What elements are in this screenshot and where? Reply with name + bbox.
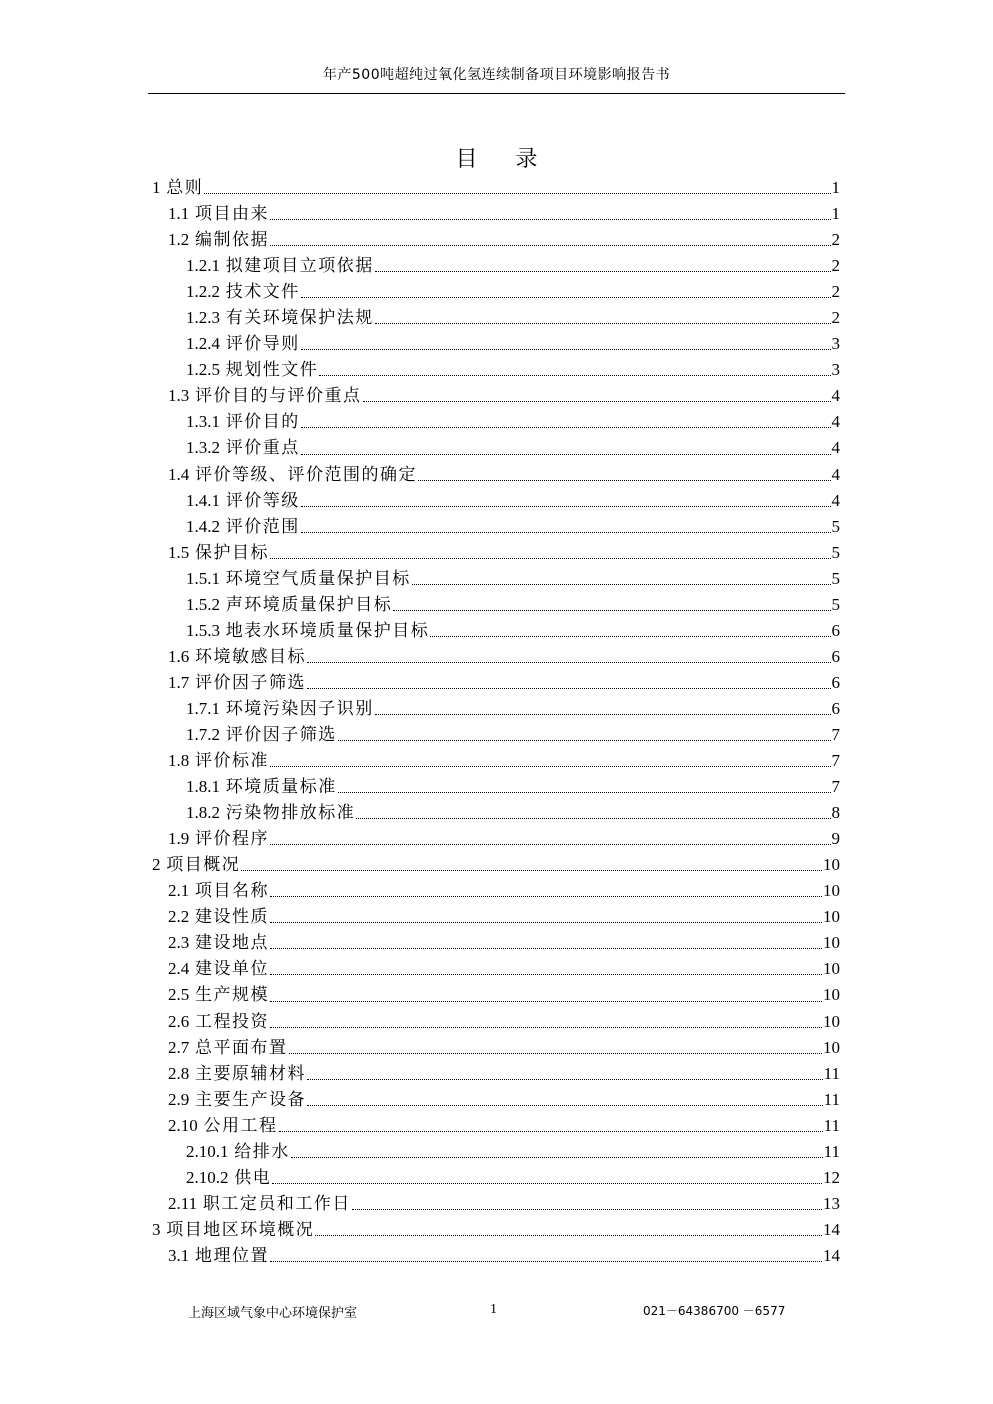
- toc-entry-label: [186, 357, 318, 383]
- toc-entry-label: [168, 1191, 351, 1217]
- toc-entry[interactable]: [148, 644, 840, 670]
- running-header-title: 年产500吨超纯过氧化氢连续制备项目环境影响报告书: [322, 67, 671, 83]
- toc-entry-number: 3.1: [168, 1245, 190, 1265]
- toc-dot-leader: [375, 271, 831, 272]
- toc-entry-text: 公用工程: [203, 1115, 278, 1135]
- toc-entry[interactable]: [148, 1061, 840, 1087]
- toc-entry-text: 评价标准: [195, 751, 269, 771]
- toc-entry-page: 2: [831, 308, 840, 328]
- toc-entry-page: 10: [823, 933, 840, 953]
- toc-entry-label: [152, 852, 240, 878]
- toc-entry[interactable]: [148, 826, 840, 852]
- toc-entry-label: [168, 748, 269, 774]
- toc-entry-number: 2.11: [168, 1193, 198, 1213]
- toc-entry-label: [186, 331, 300, 357]
- toc-dot-leader: [270, 948, 822, 949]
- toc-entry-text: 建设地点: [195, 933, 269, 953]
- toc-entry[interactable]: [148, 253, 840, 279]
- toc-entry[interactable]: [148, 227, 840, 253]
- toc-entry-text: 项目概况: [166, 855, 241, 875]
- toc-entry-page: 6: [831, 620, 840, 640]
- toc-entry-number: 1.5.1: [186, 568, 220, 588]
- toc-entry-page: 11: [823, 1115, 840, 1135]
- toc-entry-page: 10: [823, 959, 840, 979]
- toc-dot-leader: [307, 1105, 823, 1106]
- toc-entry-page: 7: [831, 724, 840, 744]
- toc-entry-text: 项目地区环境概况: [166, 1219, 315, 1239]
- toc-entry-page: 5: [831, 516, 840, 536]
- toc-title: [148, 142, 845, 173]
- toc-entry-text: 污染物排放标准: [225, 803, 356, 823]
- toc-entry-number: 1.8.2: [186, 803, 220, 823]
- toc-entry-number: 1.5.3: [186, 620, 220, 640]
- toc-entry-label: [168, 227, 269, 253]
- toc-entry[interactable]: [148, 1035, 840, 1061]
- toc-entry-page: 12: [823, 1167, 840, 1187]
- toc-dot-leader: [363, 401, 831, 402]
- toc-entry-text: 保护目标: [195, 542, 269, 562]
- toc-entry[interactable]: [148, 488, 840, 514]
- toc-dot-leader: [270, 1261, 822, 1262]
- toc-entry-label: [168, 826, 269, 852]
- toc-entry-number: 1.1: [168, 204, 190, 224]
- toc-entry-page: 10: [823, 1037, 840, 1057]
- toc-entry[interactable]: [148, 566, 840, 592]
- toc-entry-page: 4: [831, 438, 840, 458]
- toc-entry[interactable]: [148, 930, 840, 956]
- toc-entry[interactable]: [148, 305, 840, 331]
- toc-entry[interactable]: [148, 774, 840, 800]
- toc-entry-number: 1.8: [168, 751, 190, 771]
- toc-dot-leader: [270, 896, 822, 897]
- toc-entry-label: [186, 488, 300, 514]
- toc-dot-leader: [301, 454, 831, 455]
- toc-entry-number: 2: [152, 855, 161, 875]
- toc-entry[interactable]: [148, 800, 840, 826]
- toc-entry-text: 评价目的: [225, 412, 300, 432]
- toc-entry-page: 9: [831, 829, 840, 849]
- toc-entry[interactable]: [148, 514, 840, 540]
- toc-entry-label: [168, 1009, 269, 1035]
- toc-entry-label: [168, 904, 269, 930]
- table-of-contents: [148, 175, 840, 1269]
- toc-entry-label: [168, 930, 269, 956]
- toc-entry[interactable]: [148, 357, 840, 383]
- toc-entry-number: 1.2.1: [186, 256, 220, 276]
- toc-dot-leader: [301, 297, 831, 298]
- toc-entry[interactable]: [148, 1087, 840, 1113]
- toc-dot-leader: [270, 922, 822, 923]
- toc-entry-number: 2.3: [168, 933, 190, 953]
- toc-entry-text: 总平面布置: [195, 1037, 288, 1057]
- toc-entry-number: 1.5.2: [186, 594, 220, 614]
- toc-entry-number: 1.7: [168, 672, 190, 692]
- toc-entry[interactable]: [148, 852, 840, 878]
- toc-entry-page: 6: [831, 646, 840, 666]
- toc-entry-text: 环境质量标准: [225, 777, 337, 797]
- toc-entry-text: 评价因子筛选: [225, 724, 337, 744]
- toc-entry[interactable]: [148, 878, 840, 904]
- toc-entry[interactable]: [148, 1113, 840, 1139]
- toc-entry-label: [168, 383, 362, 409]
- toc-entry-label: [168, 1035, 288, 1061]
- toc-entry-page: 10: [823, 985, 840, 1005]
- toc-entry-label: [168, 462, 417, 488]
- toc-entry-label: [168, 201, 269, 227]
- toc-dot-leader: [315, 1235, 822, 1236]
- toc-dot-leader: [418, 480, 831, 481]
- toc-entry-label: [168, 1113, 278, 1139]
- toc-entry-label: [168, 956, 269, 982]
- toc-entry-page: 5: [831, 594, 840, 614]
- toc-entry-number: 1.9: [168, 829, 190, 849]
- toc-entry-page: 3: [831, 334, 840, 354]
- toc-entry-page: 4: [831, 464, 840, 484]
- toc-entry-text: 规划性文件: [225, 360, 319, 380]
- toc-entry-label: [168, 1061, 306, 1087]
- toc-entry-label: [168, 670, 306, 696]
- toc-entry-text: 建设单位: [195, 959, 269, 979]
- toc-entry-number: 2.10.1: [186, 1141, 229, 1161]
- toc-entry-number: 1.4.2: [186, 516, 220, 536]
- toc-entry-number: 1.2.5: [186, 360, 220, 380]
- toc-entry-text: 评价范围: [225, 516, 300, 536]
- toc-entry-text: 环境空气质量保护目标: [225, 568, 411, 588]
- toc-entry-text: 主要原辅材料: [195, 1063, 306, 1083]
- toc-entry-number: 1.8.1: [186, 777, 220, 797]
- toc-entry-page: 13: [823, 1193, 840, 1213]
- toc-entry-text: 编制依据: [195, 230, 269, 250]
- toc-entry[interactable]: [148, 1009, 840, 1035]
- toc-entry-label: [186, 774, 337, 800]
- toc-entry-label: [186, 1139, 290, 1165]
- toc-entry-number: 1.2: [168, 230, 190, 250]
- toc-entry[interactable]: [148, 201, 840, 227]
- toc-entry-text: 评价因子筛选: [195, 672, 306, 692]
- toc-entry-page: 10: [823, 855, 840, 875]
- toc-dot-leader: [307, 662, 831, 663]
- toc-dot-leader: [291, 1157, 823, 1158]
- toc-dot-leader: [412, 584, 831, 585]
- toc-dot-leader: [319, 375, 830, 376]
- toc-entry-number: 1.4.1: [186, 490, 220, 510]
- toc-dot-leader: [270, 558, 831, 559]
- toc-entry[interactable]: [148, 462, 840, 488]
- toc-dot-leader: [270, 844, 831, 845]
- toc-entry-number: 2.9: [168, 1089, 190, 1109]
- toc-entry[interactable]: [148, 904, 840, 930]
- toc-entry[interactable]: [148, 982, 840, 1008]
- toc-entry-text: 评价等级: [225, 490, 300, 510]
- toc-entry-text: 评价目的与评价重点: [195, 386, 362, 406]
- toc-entry-label: [168, 540, 269, 566]
- toc-title-char-1: 目: [455, 146, 478, 171]
- toc-entry-label: [186, 696, 374, 722]
- footer-phone: 021－64386700 －6577: [643, 1304, 786, 1318]
- toc-entry-text: 生产规模: [195, 985, 269, 1005]
- toc-entry-label: [186, 435, 300, 461]
- footer-organization: 上海区域气象中心环境保护室: [188, 1306, 358, 1321]
- toc-entry-number: 1.6: [168, 646, 190, 666]
- toc-entry-text: 评价导则: [225, 334, 300, 354]
- toc-entry[interactable]: [148, 956, 840, 982]
- toc-dot-leader: [301, 506, 831, 507]
- toc-dot-leader: [270, 974, 822, 975]
- toc-entry-label: [186, 279, 300, 305]
- toc-dot-leader: [241, 870, 822, 871]
- toc-dot-leader: [430, 636, 830, 637]
- toc-entry-number: 2.7: [168, 1037, 190, 1057]
- toc-dot-leader: [393, 610, 830, 611]
- toc-entry-label: [186, 618, 429, 644]
- toc-entry-page: 10: [823, 881, 840, 901]
- toc-entry-label: [186, 305, 374, 331]
- toc-dot-leader: [289, 1053, 823, 1054]
- toc-entry-text: 地表水环境质量保护目标: [225, 620, 430, 640]
- toc-dot-leader: [270, 219, 831, 220]
- toc-dot-leader: [301, 532, 831, 533]
- toc-entry[interactable]: [148, 279, 840, 305]
- toc-entry-label: [186, 253, 374, 279]
- toc-entry-label: [186, 1165, 271, 1191]
- toc-entry-text: 建设性质: [195, 907, 269, 927]
- toc-dot-leader: [375, 323, 831, 324]
- toc-dot-leader: [375, 714, 831, 715]
- toc-entry-page: 2: [831, 230, 840, 250]
- toc-entry[interactable]: [148, 592, 840, 618]
- toc-entry-text: 供电: [234, 1167, 272, 1187]
- toc-entry-page: 11: [823, 1141, 840, 1161]
- toc-entry-text: 评价程序: [195, 829, 269, 849]
- toc-dot-leader: [338, 740, 831, 741]
- toc-entry-number: 2.6: [168, 1011, 190, 1031]
- toc-entry-number: 1: [152, 178, 161, 197]
- toc-entry-page: 1: [831, 204, 840, 224]
- toc-entry-page: 6: [831, 698, 840, 718]
- toc-entry-page: 8: [831, 803, 840, 823]
- toc-entry-text: 有关环境保护法规: [225, 308, 374, 328]
- toc-entry-label: [152, 175, 203, 201]
- toc-entry-text: 总则: [166, 178, 204, 197]
- page-footer: [0, 1302, 993, 1322]
- toc-entry-text: 声环境质量保护目标: [225, 594, 393, 614]
- toc-entry-page: 14: [823, 1219, 840, 1239]
- toc-entry[interactable]: [148, 409, 840, 435]
- toc-entry-page: 3: [831, 360, 840, 380]
- toc-entry[interactable]: [148, 175, 840, 201]
- toc-entry-page: 5: [831, 568, 840, 588]
- toc-entry-number: 3: [152, 1219, 161, 1239]
- toc-entry-text: 评价重点: [225, 438, 300, 458]
- toc-entry-number: 2.1: [168, 881, 190, 901]
- toc-entry[interactable]: [148, 1139, 840, 1165]
- toc-entry-text: 工程投资: [195, 1011, 269, 1031]
- toc-dot-leader: [270, 1027, 822, 1028]
- toc-entry-label: [152, 1217, 314, 1243]
- toc-entry-text: 环境污染因子识别: [225, 698, 374, 718]
- toc-dot-leader: [279, 1131, 823, 1132]
- toc-entry-label: [186, 722, 337, 748]
- toc-entry-number: 2.4: [168, 959, 190, 979]
- toc-entry-number: 2.10.2: [186, 1167, 229, 1187]
- toc-entry[interactable]: [148, 383, 840, 409]
- toc-entry-label: [186, 514, 300, 540]
- toc-entry-page: 2: [831, 282, 840, 302]
- toc-entry[interactable]: [148, 435, 840, 461]
- toc-entry[interactable]: [148, 618, 840, 644]
- toc-entry[interactable]: [148, 540, 840, 566]
- toc-entry-number: 1.5: [168, 542, 190, 562]
- toc-entry[interactable]: [148, 1243, 840, 1269]
- toc-entry[interactable]: [148, 331, 840, 357]
- toc-entry-number: 1.3: [168, 386, 190, 406]
- toc-entry[interactable]: [148, 748, 840, 774]
- toc-entry-text: 主要生产设备: [195, 1089, 306, 1109]
- toc-dot-leader: [352, 1209, 822, 1210]
- toc-entry[interactable]: [148, 696, 840, 722]
- toc-entry-page: 11: [823, 1063, 840, 1083]
- toc-entry-label: [168, 878, 269, 904]
- toc-entry-text: 项目名称: [195, 881, 269, 901]
- toc-entry-number: 1.4: [168, 464, 190, 484]
- toc-entry-number: 1.3.2: [186, 438, 220, 458]
- toc-dot-leader: [270, 766, 831, 767]
- toc-entry-label: [186, 566, 411, 592]
- toc-dot-leader: [272, 1183, 822, 1184]
- toc-entry-page: 14: [823, 1245, 840, 1265]
- toc-entry-text: 环境敏感目标: [195, 646, 306, 666]
- toc-dot-leader: [338, 792, 831, 793]
- toc-dot-leader: [307, 1079, 823, 1080]
- toc-dot-leader: [204, 193, 830, 194]
- toc-entry-page: 7: [831, 751, 840, 771]
- toc-entry-label: [168, 1243, 269, 1269]
- toc-entry-page: 7: [831, 777, 840, 797]
- toc-entry-page: 1: [831, 178, 840, 197]
- toc-entry[interactable]: [148, 1191, 840, 1217]
- toc-entry-label: [186, 800, 355, 826]
- toc-entry-text: 给排水: [234, 1141, 290, 1161]
- toc-entry[interactable]: [148, 722, 840, 748]
- toc-entry-page: 4: [831, 412, 840, 432]
- toc-entry-number: 2.5: [168, 985, 190, 1005]
- toc-entry-page: 10: [823, 907, 840, 927]
- toc-title-char-2: 录: [515, 146, 538, 171]
- toc-entry-text: 地理位置: [195, 1245, 269, 1265]
- toc-entry[interactable]: [148, 670, 840, 696]
- footer-page-number: 1: [490, 1302, 497, 1317]
- toc-entry-number: 2.10: [168, 1115, 198, 1135]
- toc-entry-number: 1.2.4: [186, 334, 220, 354]
- toc-entry-page: 4: [831, 386, 840, 406]
- toc-entry-number: 1.7.2: [186, 724, 220, 744]
- toc-entry-text: 项目由来: [195, 204, 269, 224]
- toc-dot-leader: [270, 245, 831, 246]
- toc-dot-leader: [301, 349, 831, 350]
- toc-entry-label: [168, 982, 269, 1008]
- toc-entry-label: [168, 644, 306, 670]
- toc-entry-page: 4: [831, 490, 840, 510]
- toc-entry-text: 技术文件: [225, 282, 300, 302]
- toc-entry[interactable]: [148, 1165, 840, 1191]
- toc-entry-text: 拟建项目立项依据: [225, 256, 374, 276]
- toc-entry-page: 11: [823, 1089, 840, 1109]
- toc-entry-page: 5: [831, 542, 840, 562]
- toc-entry[interactable]: [148, 1217, 840, 1243]
- toc-dot-leader: [301, 427, 831, 428]
- toc-entry-number: 2.2: [168, 907, 190, 927]
- toc-entry-label: [186, 592, 392, 618]
- header-divider: [148, 93, 845, 94]
- toc-dot-leader: [270, 1001, 822, 1002]
- toc-entry-text: 职工定员和工作日: [202, 1193, 351, 1213]
- toc-entry-number: 1.2.2: [186, 282, 220, 302]
- toc-dot-leader: [356, 818, 830, 819]
- toc-entry-page: 6: [831, 672, 840, 692]
- toc-entry-label: [186, 409, 300, 435]
- toc-entry-page: 2: [831, 256, 840, 276]
- toc-entry-number: 2.8: [168, 1063, 190, 1083]
- toc-entry-number: 1.2.3: [186, 308, 220, 328]
- toc-entry-page: 10: [823, 1011, 840, 1031]
- toc-entry-text: 评价等级、评价范围的确定: [195, 464, 417, 484]
- toc-entry-number: 1.3.1: [186, 412, 220, 432]
- toc-entry-label: [168, 1087, 306, 1113]
- toc-dot-leader: [307, 688, 831, 689]
- toc-entry-number: 1.7.1: [186, 698, 220, 718]
